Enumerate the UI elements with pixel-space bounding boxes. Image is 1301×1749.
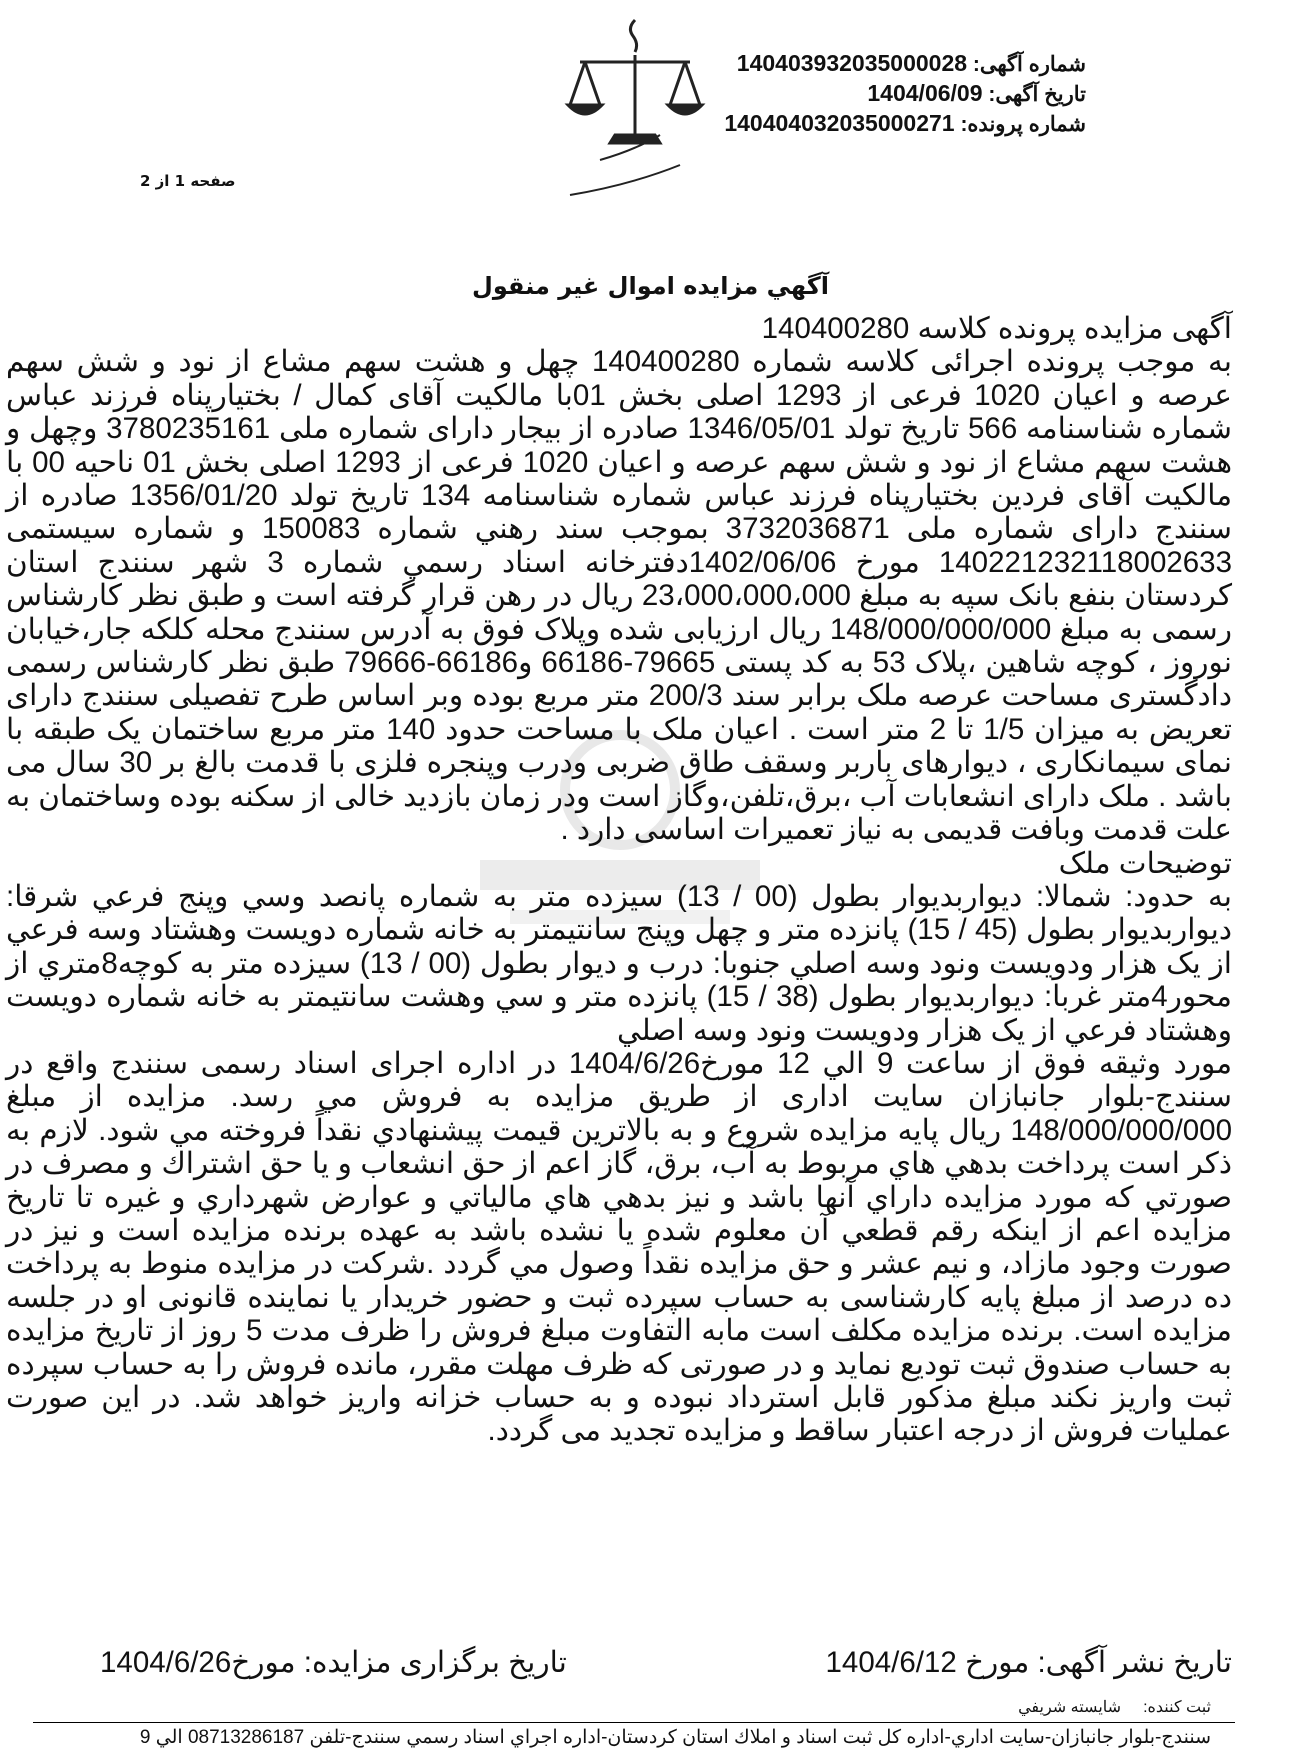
registrar-name: شایسته شریفي [1018,1699,1122,1716]
case-heading: آگهی مزایده پرونده کلاسه 140400280 [761,312,1232,345]
page-number: صفحه 1 از 2 [140,172,236,190]
publish-date: تاریخ نشر آگهی: مورخ 1404/6/12 [825,1646,1232,1679]
document-title: آگهي مزايده اموال غير منقول [472,272,829,300]
registrar-label: ثبت کننده: [1143,1699,1211,1716]
notice-number [737,50,1086,77]
property-description: به موجب پرونده اجرائی کلاسه شماره 140400280 چهل و هشت سهم مشاع از نود و شش سهم عرصه و اعیان 1020 فرعی از 1293 اصلی بخش 01با مالکیت آقای کمال / بختیارپناه فرزند عباس شماره شناسنامه 566 تاریخ تولد 1346/05/01 صادره از بیجار دارای شماره ملی 3780235161 وچهل و هشت سهم مشاع از نود و شش سهم عرصه و اعیان 1020 فرعی از 1293 اصلی بخش 01 ناحیه 00 با مالکیت آقای فردین بختیارپناه فرزند عباس شماره شناسنامه 134 تاریخ تولد 1356/01/20 صادره از سنندج دارای شماره ملی 3732036871 بموجب سند رهني شماره 150083 و شماره سیستمی 140221232118002633 مورخ 1402/06/06دفترخانه اسناد رسمي شماره 3 شهر سنندج استان کردستان بنفع بانک سپه به مبلغ 23،000،000،000 ریال در رهن قرار گرفته است و طبق نظر کارشناس رسمی به مبلغ 148/000/000/000 ریال ارزیابی شده وپلاک فوق به آدرس سنندج محله کلکه جار،خیابان نوروز ، کوچه شاهین ،پلاک 53 به کد پستی 79665-66186 و66186-79666 طبق نظر کارشناس رسمی دادگستری مساحت عرصه ملک برابر سند 200/3 متر مربع بوده وبر اساس طرح تفصیلی سنندج دارای تعریض به میزان 1/5 تا 2 متر است . اعیان ملک با مساحت حدود 140 متر مربع ساختمان یک طبقه با نمای سیمانکاری ، دیوارهای باربر وسقف طاق ضربی ودرب وپنجره فلزی با قدمت بالغ بر 30 سال می باشد . ملک دارای انشعابات آب ،برق،تلفن،وگاز است ودر زمان بازدید خالی از سکنه بوده وساختمان به علت قدمت وبافت قدیمی به نیاز تعمیرات اساسی دارد . [6,345,1233,847]
property-notes-heading: توضیحات ملک [1058,846,1232,880]
footer-divider [33,1722,1235,1723]
auction-date: تاریخ برگزاری مزایده: مورخ1404/6/26 [100,1646,567,1679]
property-boundaries: به حدود: شمالا: دیواربدیوار بطول (00 / 13) سیزده متر به شماره پانصد وسي وپنج فرعي شرقا: دیواربدیوار بطول (45 / 15) پانزده متر و چهل وپنج سانتیمتر به خانه شماره دویست وهشتاد وسه فرعي از یک هزار ودویست ونود وسه اصلي جنوبا: درب و دیوار بطول (00 / 13) سیزده متر به کوچه8متري از محور4متر غربا: دیواربدیوار بطول (38 / 15) پانزده متر و سي وهشت سانتیمتر به خانه شماره دویست وهشتاد فرعي از یک هزار ودویست ونود وسه اصلي [6,879,1233,1047]
registrar [996,1697,1211,1717]
notice-body [6,312,1232,1448]
judiciary-scales-logo [560,10,710,210]
dates-row [100,1645,1232,1680]
footer-address: سنندج-بلوار جانبازان-سایت اداري-اداره كل ثبت اسناد و املاك استان كردستان-اداره اجراي اسناد رسمي سنندج-تلفن 08713286187 الي 9 [139,1727,1211,1748]
notice-number-label: شماره آگهی: [972,53,1086,76]
case-number-label: شماره پرونده: [960,113,1086,136]
notice-number-value: 140403932035000028 [736,50,968,76]
notice-date-value: 1404/06/09 [867,80,983,106]
auction-terms: مورد وثیقه فوق از ساعت 9 الي 12 مورخ1404/6/26 در اداره اجرای اسناد رسمی سنندج واقع در سنندج-بلوار جانبازان سایت اداری از طریق مزایده به فروش مي رسد. مزایده از مبلغ 148/000/000/000 ریال پایه مزایده شروع و به بالاترین قیمت پیشنهادي نقداً فروخته مي شود. لازم به ذکر است پرداخت بدهي هاي مربوط به آب، برق، گاز اعم از حق انشعاب و یا حق اشتراك و مصرف در صورتي كه مورد مزایده داراي آنها باشد و نیز بدهي هاي مالیاتي و عوارض شهرداري و غیره تا تاریخ مزایده اعم از اینكه رقم قطعي آن معلوم شده یا نشده باشد به عهده برنده مزایده است و نیز در صورت وجود مازاد، و نیم عشر و حق مزایده نقداً وصول مي گردد .شرکت در مزایده منوط به پرداخت ده درصد از مبلغ پایه کارشناسی به حساب سپرده ثبت و حضور خریدار یا نماینده قانونی او در جلسه مزایده است. برنده مزایده مکلف است مابه التفاوت مبلغ فروش را ظرف مدت 5 روز از تاریخ مزایده به حساب صندوق ثبت تودیع نماید و در صورتی که ظرف مهلت مقرر، مانده فروش را به حساب سپرده ثبت واریز نکند مبلغ مذکور قابل استرداد نبوده و به حساب خزانه واریز خواهد شد. در این صورت عملیات فروش از درجه اعتبار ساقط و مزایده تجدید می گردد. [6,1046,1233,1448]
notice-date-label: تاریخ آگهی: [988,83,1086,106]
notice-date [867,80,1086,107]
case-number-value: 140404032035000271 [724,110,955,136]
case-number [724,110,1086,137]
